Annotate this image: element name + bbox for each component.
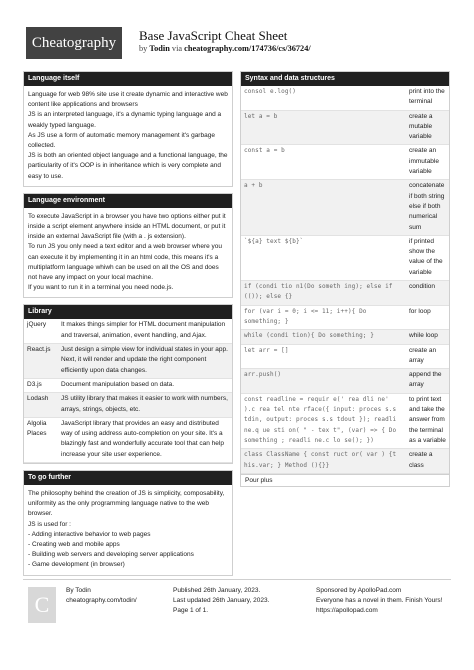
code-cell: const a = b <box>241 145 406 180</box>
code-cell: while (condi tion){ Do something; } <box>241 330 406 344</box>
table-row <box>241 344 449 369</box>
library-desc: It makes things simpler for HTML document manipulation and traversal, animation, event handling, and Ajax. <box>58 319 232 343</box>
section-heading: Syntax and data structures <box>241 72 449 86</box>
paragraph: The philosophy behind the creation of JS is simplicity, composability, uniformity as the only programming language native to the web browser. <box>28 490 225 518</box>
table-row <box>241 305 449 330</box>
section-heading: To go further <box>24 471 232 485</box>
library-name: Lodash <box>24 393 58 418</box>
table-row <box>241 235 449 280</box>
desc-cell: if printed show the value of the variable <box>406 235 449 280</box>
library-section <box>23 304 233 464</box>
via-text: via <box>169 44 185 53</box>
desc-cell: while loop <box>406 330 449 344</box>
desc-cell: create an immutable variable <box>406 145 449 180</box>
author-avatar[interactable]: C <box>28 587 56 623</box>
library-desc: Document manipulation based on data. <box>58 378 232 392</box>
language-environment-section <box>23 193 233 299</box>
published-date: Published 26th January, 2023. <box>173 587 261 594</box>
code-cell: a + b <box>241 180 406 235</box>
code-cell: for (var i = 0; i <= 11; i++){ Do something; } <box>241 305 406 330</box>
library-name: jQuery <box>24 319 58 343</box>
paragraph: As JS use a form of automatic memory management it's garbage collected. <box>28 131 215 150</box>
desc-cell: create a class <box>406 449 449 474</box>
desc-cell: condition <box>406 281 449 306</box>
paragraph: Language for web 98% site use it create dynamic and interactive web content like applications and browsers <box>28 91 228 109</box>
table-row <box>24 378 232 392</box>
code-cell: consol e.log() <box>241 86 406 110</box>
author-link[interactable]: Todin <box>149 44 170 53</box>
desc-cell: create a mutable variable <box>406 110 449 145</box>
table-row <box>241 393 449 448</box>
library-name: D3.js <box>24 378 58 392</box>
list-item: - Adding interactive behavior to web pages <box>28 530 151 538</box>
desc-cell: to print text and take the answer from the terminal as a variable <box>406 393 449 448</box>
paragraph: JS is both an oriented object language and a functional language, the particularity of it's OOP is in inheritance which is very complete and easy to use. <box>28 152 228 180</box>
syntax-table <box>241 86 449 474</box>
list-item: - Building web servers and developing server applications <box>28 551 194 559</box>
library-desc: Just design a simple view for individual states in your app. Next, it will render and update the right component efficiently upon data changes. <box>58 344 232 379</box>
section-heading: Language environment <box>24 194 232 208</box>
updated-date: Last updated 26th January, 2023. <box>173 597 270 604</box>
language-itself-section <box>23 71 233 187</box>
table-row <box>241 330 449 344</box>
paragraph: JS is an interpreted language, it's a dynamic typing language and a weakly typed language. <box>28 111 222 129</box>
byline <box>139 44 311 53</box>
table-row <box>241 369 449 394</box>
desc-cell: print into the terminal <box>406 86 449 110</box>
desc-cell: append the array <box>406 369 449 394</box>
paragraph: To execute JavaScript in a browser you have two options either put it inside a script element anywhere inside an HTML document, or put it inside an external JavaScript file (with a . js extension). <box>28 212 226 241</box>
table-row <box>24 393 232 418</box>
by-label: By <box>66 587 76 594</box>
sponsor-link[interactable]: ApolloPad.com <box>357 587 402 594</box>
table-row <box>241 86 449 110</box>
section-heading: Library <box>24 305 232 319</box>
table-row <box>24 319 232 343</box>
table-row <box>241 110 449 145</box>
library-desc: JavaScript library that provides an easy and distributed way of using address auto-completion on your site. It's a blazingly fast and wonderfully accurate tool that can help increase your site user experience. <box>58 417 232 462</box>
by-prefix: by <box>139 44 150 53</box>
list-item: - Game development (in browser) <box>28 561 125 569</box>
desc-cell: create an array <box>406 344 449 369</box>
table-row <box>241 180 449 235</box>
code-cell: let a = b <box>241 110 406 145</box>
list-item: - Creating web and mobile apps <box>28 541 120 549</box>
pour-plus-label: Pour plus <box>241 474 449 486</box>
desc-cell: for loop <box>406 305 449 330</box>
footer-sponsor <box>316 586 451 616</box>
table-row <box>24 417 232 462</box>
footer-author-link[interactable]: Todin <box>75 587 91 594</box>
cheatography-logo[interactable]: Cheatography <box>26 27 122 59</box>
code-cell: let arr = [] <box>241 344 406 369</box>
desc-cell: concatenate if both string else if both numerical sum <box>406 180 449 235</box>
page-footer <box>23 579 451 625</box>
section-heading: Language itself <box>24 72 232 86</box>
page-title: Base JavaScript Cheat Sheet <box>139 28 288 43</box>
table-row <box>241 145 449 180</box>
table-row <box>24 344 232 379</box>
sponsor-text: Everyone has a novel in them. Finish Yours! <box>316 597 443 604</box>
footer-dates <box>173 586 269 616</box>
paragraph: JS is used for : <box>28 520 71 528</box>
library-name: React.js <box>24 344 58 379</box>
library-desc: JS utility library that makes it easier to work with numbers, arrays, strings, objects, etc. <box>58 393 232 418</box>
code-cell: arr.push() <box>241 369 406 394</box>
code-cell: const readline = requir e(' rea dli ne' ).c rea tel nte rface({ input: proces s.s tdin, output: proces s.s tdout }); readli ne.q ue sti on( " - tex t", (var) => { Do something ; readli ne.c lo se(); }) <box>241 393 406 448</box>
library-name: Algolia Places <box>24 417 58 462</box>
author-url-link[interactable]: cheatography.com/todin/ <box>66 597 137 604</box>
table-row <box>241 281 449 306</box>
library-table <box>24 319 232 463</box>
sheet-url[interactable]: cheatography.com/174736/cs/36724/ <box>184 44 311 53</box>
go-further-section <box>23 470 233 576</box>
page-count: Page 1 of 1. <box>173 607 209 614</box>
paragraph: To run JS you only need a text editor and a web browser where you can execute it by implementing it in an html code, this means it's a multiplatform language whiwh can be used on all the OS and does not have any impact on your local machine. <box>28 243 223 282</box>
syntax-section <box>240 71 450 487</box>
paragraph: If you want to run it in a terminal you need node.js. <box>28 284 174 292</box>
sponsor-prefix: Sponsored by <box>316 587 358 594</box>
left-column <box>23 71 233 582</box>
code-cell: if (condi tio n1(Do someth ing); else if (()); else {} <box>241 281 406 306</box>
footer-author <box>66 586 137 606</box>
table-row <box>241 449 449 474</box>
sponsor-url-link[interactable]: https://apollopad.com <box>316 607 378 614</box>
code-cell: class ClassName { const ruct or( var ) {t his.var; } Method (){}} <box>241 449 406 474</box>
code-cell: `${a} text ${b}` <box>241 235 406 280</box>
right-column <box>240 71 450 493</box>
